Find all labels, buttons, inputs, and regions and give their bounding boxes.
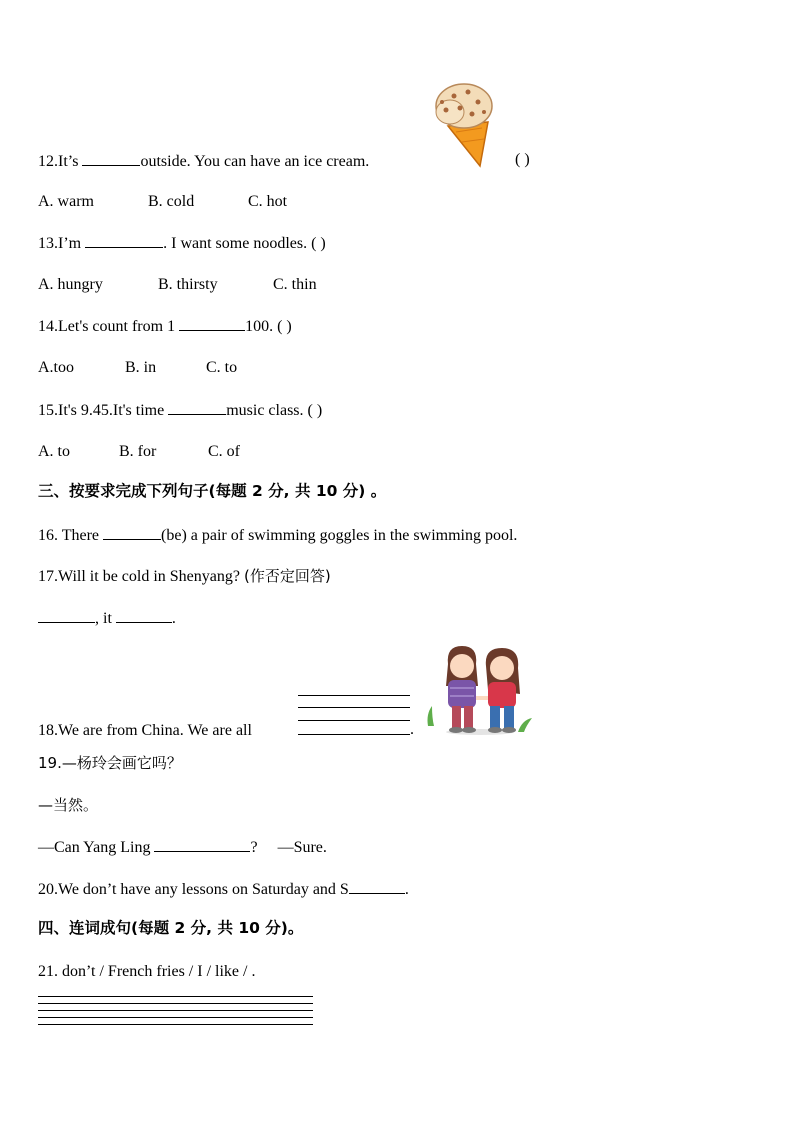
- question-21: 21. don’t / French fries / I / like / .: [38, 963, 256, 980]
- option-b: B. for: [119, 443, 157, 460]
- q18-answer-rule: [298, 720, 410, 721]
- option-a: A. hungry: [38, 276, 103, 293]
- q12-options: [38, 192, 287, 212]
- q18-period: .: [410, 721, 414, 738]
- q21-answer-rule: [38, 1017, 313, 1018]
- q13-options: [38, 275, 317, 295]
- q21-answer-rule: [38, 1024, 313, 1025]
- question-18: 18.We are from China. We are all: [38, 722, 252, 739]
- option-a: A. to: [38, 443, 70, 460]
- q21-answer-rule: [38, 996, 313, 997]
- option-a: A.too: [38, 359, 74, 376]
- question-13: 13.I’m . I want some noodles. ( ): [38, 235, 326, 252]
- question-12: 12.It’s outside. You can have an ice cream.: [38, 153, 370, 170]
- option-b: B. in: [125, 359, 157, 376]
- question-17: 17.Will it be cold in Shenyang? (作否定回答): [38, 567, 331, 585]
- option-b: B. cold: [148, 193, 195, 210]
- q21-answer-rule: [38, 1010, 313, 1011]
- option-c: C. hot: [248, 193, 288, 210]
- option-b: B. thirsty: [158, 276, 218, 293]
- question-14: 14.Let's count from 1 100. ( ): [38, 318, 292, 335]
- question-16: 16. There (be) a pair of swimming goggles in the swimming pool.: [38, 527, 518, 544]
- q15-options: [38, 442, 240, 462]
- section-3-heading: 三、按要求完成下列句子(每题 2 分, 共 10 分) 。: [38, 482, 387, 500]
- q18-answer-rule: [298, 707, 410, 708]
- q17-answer-line: , it .: [38, 608, 176, 629]
- option-c: C. to: [206, 359, 238, 376]
- section-4-heading: 四、连词成句(每题 2 分, 共 10 分)。: [38, 919, 304, 937]
- question-19-en: —Can Yang Ling ? —Sure.: [38, 839, 327, 856]
- q12-answer-paren: ( ): [515, 151, 530, 168]
- two-girls-icon: [422, 642, 538, 738]
- ice-cream-icon: [428, 82, 500, 170]
- q18-answer-rule: [298, 695, 410, 696]
- question-19-cn-question: 19.—杨玲会画它吗？: [38, 754, 182, 772]
- question-20: 20.We don’t have any lessons on Saturday and S .: [38, 881, 409, 898]
- q21-answer-rule: [38, 1003, 313, 1004]
- option-a: A. warm: [38, 193, 94, 210]
- q14-options: [38, 358, 237, 378]
- option-c: C. of: [208, 443, 240, 460]
- q18-answer-rule: [298, 734, 410, 735]
- question-19-cn-answer: —当然。: [38, 796, 99, 814]
- question-15: 15.It's 9.45.It's time music class. ( ): [38, 402, 323, 419]
- option-c: C. thin: [273, 276, 317, 293]
